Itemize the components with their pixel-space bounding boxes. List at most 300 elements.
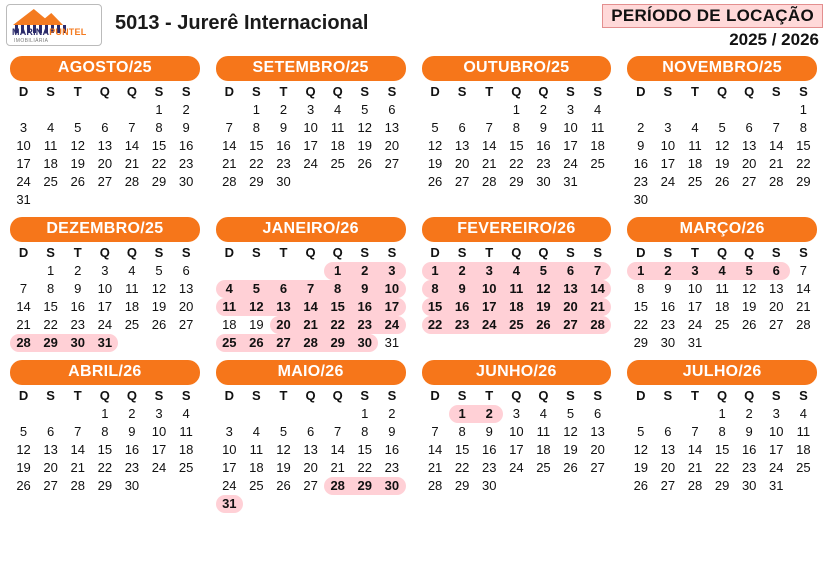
weekday-header: S (387, 245, 397, 260)
weekday-header: S (566, 388, 575, 403)
day-cell-highlighted: 1 (422, 262, 449, 280)
day-cell: 30 (124, 478, 140, 493)
weekday-header: T (485, 388, 494, 403)
month-title: SETEMBRO/25 (216, 56, 406, 81)
day-cell: 6 (182, 263, 190, 278)
day-cell: 15 (43, 299, 58, 314)
rental-period-label: PERÍODO DE LOCAÇÃO (602, 4, 823, 28)
day-cell-highlighted: 28 (10, 334, 37, 352)
day-cell-highlighted: 6 (763, 262, 790, 280)
day-cell: 12 (151, 281, 167, 296)
empty-day-cell (654, 101, 681, 119)
week-row (10, 441, 200, 459)
empty-day-cell (790, 334, 817, 352)
day-cell-highlighted: 1 (324, 262, 351, 280)
weekday-header: S (771, 388, 781, 403)
month-calendar (627, 245, 817, 352)
empty-day-cell (270, 262, 297, 280)
day-cell-highlighted: 6 (270, 280, 297, 298)
day-cell-highlighted: 15 (324, 298, 351, 316)
month-calendar (422, 84, 612, 191)
day-cell: 20 (303, 460, 318, 475)
day-cell: 4 (182, 406, 190, 421)
day-cell: 11 (330, 120, 345, 135)
day-cell-highlighted: 30 (64, 334, 91, 352)
day-cell: 1 (155, 102, 163, 117)
empty-day-cell (118, 191, 145, 209)
day-cell-highlighted: 2 (654, 262, 681, 280)
weekday-header: T (73, 84, 82, 99)
day-cell: 10 (509, 424, 524, 439)
day-cell: 13 (590, 424, 605, 439)
day-cell: 3 (772, 406, 780, 421)
empty-day-cell (449, 101, 476, 119)
week-row (216, 262, 406, 280)
day-cell: 25 (536, 460, 551, 475)
month-calendar (10, 245, 200, 352)
weekday-header: T (73, 245, 82, 260)
weekday-header: Q (744, 388, 755, 403)
day-cell: 3 (306, 102, 315, 117)
weekday-header: S (799, 245, 808, 260)
weekday-header: Q (511, 84, 522, 99)
day-cell: 17 (769, 442, 784, 457)
week-row (10, 298, 200, 316)
day-cell: 11 (179, 424, 193, 439)
weekday-header: S (252, 245, 261, 260)
week-row (216, 173, 406, 191)
day-cell: 9 (637, 138, 645, 153)
empty-day-cell (297, 495, 324, 513)
day-cell: 8 (155, 120, 163, 135)
day-cell: 6 (306, 424, 315, 439)
day-cell: 9 (664, 281, 672, 296)
day-cell-highlighted: 23 (351, 316, 378, 334)
day-cell: 18 (43, 156, 58, 171)
day-cell: 22 (714, 460, 730, 475)
weekday-header: D (18, 245, 29, 260)
day-cell: 23 (633, 174, 649, 189)
empty-day-cell (297, 173, 324, 191)
day-cell: 19 (714, 156, 730, 171)
empty-day-cell (297, 262, 324, 280)
day-cell: 28 (687, 478, 703, 493)
day-cell: 13 (660, 442, 676, 457)
month-calendar (216, 245, 406, 352)
weekday-header: D (636, 84, 646, 99)
week-row (627, 441, 817, 459)
day-cell: 9 (128, 424, 136, 439)
empty-day-cell (64, 191, 91, 209)
day-cell: 19 (357, 138, 372, 153)
empty-day-cell (736, 101, 763, 119)
week-row (216, 477, 406, 495)
day-cell: 6 (594, 406, 602, 421)
day-cell: 15 (454, 442, 470, 457)
day-cell: 4 (128, 263, 136, 278)
month-title: DEZEMBRO/25 (10, 217, 200, 242)
day-cell: 23 (178, 156, 194, 171)
day-cell: 17 (222, 460, 237, 475)
day-cell: 11 (536, 424, 551, 439)
day-cell-highlighted: 5 (243, 280, 270, 298)
day-cell-highlighted: 19 (530, 298, 557, 316)
day-cell: 21 (687, 460, 703, 475)
day-cell-highlighted: 31 (91, 334, 118, 352)
day-cell-highlighted: 16 (449, 298, 476, 316)
day-cell: 16 (384, 442, 400, 457)
day-cell-highlighted: 15 (422, 298, 449, 316)
week-row (627, 298, 817, 316)
month-calendar (422, 388, 612, 495)
day-cell-highlighted: 9 (351, 280, 378, 298)
weekday-header: S (593, 245, 602, 260)
day-cell: 27 (384, 156, 400, 171)
day-cell: 18 (178, 442, 194, 457)
day-cell: 2 (539, 102, 548, 117)
day-cell: 18 (590, 138, 605, 153)
weekday-header: Q (126, 388, 137, 403)
day-cell: 16 (124, 442, 140, 457)
empty-day-cell (145, 477, 172, 495)
day-cell: 13 (97, 138, 113, 153)
day-cell: 12 (16, 442, 31, 457)
day-cell: 16 (276, 138, 291, 153)
day-cell: 7 (799, 263, 808, 278)
day-cell: 16 (178, 138, 194, 153)
day-cell: 21 (769, 156, 784, 171)
day-cell: 26 (357, 156, 372, 171)
weekday-header: S (154, 245, 164, 260)
day-cell: 22 (454, 460, 470, 475)
day-cell: 26 (70, 174, 85, 189)
day-cell: 17 (687, 299, 703, 314)
weekday-header: D (430, 84, 440, 99)
empty-day-cell (91, 101, 118, 119)
day-cell: 23 (276, 156, 291, 171)
weekday-header: D (224, 245, 234, 260)
weekday-header: Q (538, 388, 549, 403)
day-cell: 20 (178, 299, 194, 314)
week-row (216, 459, 406, 477)
empty-day-cell (91, 191, 118, 209)
day-cell: 31 (563, 174, 578, 189)
day-cell: 20 (741, 156, 757, 171)
week-row (216, 334, 406, 352)
day-cell: 22 (796, 156, 811, 171)
day-cell: 30 (633, 192, 649, 207)
month-calendar (627, 388, 817, 495)
week-row (216, 298, 406, 316)
day-cell: 26 (633, 478, 649, 493)
weekday-header: D (224, 388, 234, 403)
day-cell: 10 (97, 281, 113, 296)
weekday-header: T (691, 84, 699, 99)
weekday-header: S (566, 84, 575, 99)
day-cell: 13 (303, 442, 318, 457)
day-cell: 4 (47, 120, 55, 135)
day-cell: 4 (799, 406, 808, 421)
day-cell: 20 (384, 138, 400, 153)
month-calendar (216, 388, 406, 513)
empty-day-cell (324, 405, 351, 423)
day-cell: 29 (249, 174, 264, 189)
day-cell: 5 (637, 424, 645, 439)
day-cell: 24 (660, 174, 676, 189)
week-row (422, 316, 612, 334)
logo-subtitle: IMOBILIÁRIA (14, 38, 49, 44)
weekday-header: D (430, 245, 440, 260)
day-cell-highlighted: 3 (476, 262, 503, 280)
week-row (422, 441, 612, 459)
day-cell: 24 (509, 460, 524, 475)
day-cell-highlighted: 27 (557, 316, 584, 334)
day-cell: 20 (660, 460, 676, 475)
month-title: NOVEMBRO/25 (627, 56, 817, 81)
weekday-header: S (181, 388, 191, 403)
day-cell-highlighted: 4 (709, 262, 736, 280)
empty-day-cell (681, 405, 708, 423)
day-cell: 9 (539, 120, 548, 135)
day-cell: 1 (718, 406, 726, 421)
empty-day-cell (173, 334, 200, 352)
day-cell: 30 (660, 335, 676, 350)
empty-day-cell (627, 405, 654, 423)
day-cell: 14 (482, 138, 497, 153)
week-row (627, 155, 817, 173)
day-cell: 5 (74, 120, 82, 135)
day-cell: 8 (252, 120, 260, 135)
day-cell: 4 (594, 102, 602, 117)
month-block (210, 217, 412, 352)
day-cell: 16 (741, 442, 757, 457)
day-cell-highlighted: 29 (37, 334, 64, 352)
month-title: JULHO/26 (627, 360, 817, 385)
week-row (422, 459, 612, 477)
day-cell: 17 (16, 156, 31, 171)
week-row (216, 155, 406, 173)
weekday-header-row (627, 388, 817, 405)
month-block (416, 360, 618, 513)
day-cell: 31 (384, 335, 400, 350)
day-cell-highlighted: 16 (351, 298, 378, 316)
empty-day-cell (270, 495, 297, 513)
day-cell: 9 (485, 424, 493, 439)
day-cell: 10 (687, 281, 703, 296)
day-cell: 16 (482, 442, 497, 457)
day-cell-highlighted: 6 (557, 262, 584, 280)
weekday-header-row (216, 84, 406, 101)
day-cell: 7 (74, 424, 82, 439)
weekday-header: S (46, 388, 55, 403)
weekday-header: T (691, 245, 699, 260)
day-cell: 23 (536, 156, 551, 171)
day-cell: 13 (384, 120, 400, 135)
day-cell-highlighted: 10 (476, 280, 503, 298)
day-cell-highlighted: 22 (324, 316, 351, 334)
day-cell: 24 (97, 317, 113, 332)
day-cell: 5 (19, 424, 28, 439)
empty-day-cell (378, 495, 405, 513)
day-cell: 31 (16, 192, 31, 207)
day-cell: 15 (151, 138, 167, 153)
day-cell: 22 (97, 460, 113, 475)
day-cell: 17 (509, 442, 524, 457)
day-cell: 10 (563, 120, 578, 135)
weekday-header-row (422, 388, 612, 405)
day-cell: 20 (43, 460, 58, 475)
month-block (621, 360, 823, 513)
week-row (627, 459, 817, 477)
day-cell: 22 (509, 156, 524, 171)
day-cell: 22 (633, 317, 649, 332)
day-cell-highlighted: 12 (243, 298, 270, 316)
day-cell: 7 (485, 120, 493, 135)
day-cell: 27 (303, 478, 318, 493)
day-cell-highlighted: 13 (557, 280, 584, 298)
day-cell-highlighted: 24 (476, 316, 503, 334)
day-cell: 18 (796, 442, 811, 457)
month-title: MARÇO/26 (627, 217, 817, 242)
weekday-header: D (18, 84, 29, 99)
day-cell-highlighted: 28 (584, 316, 611, 334)
empty-day-cell (173, 191, 200, 209)
week-row (216, 137, 406, 155)
day-cell: 29 (151, 174, 167, 189)
week-row (422, 298, 612, 316)
day-cell-highlighted: 18 (503, 298, 530, 316)
day-cell: 1 (252, 102, 260, 117)
day-cell: 23 (384, 460, 400, 475)
empty-day-cell (324, 173, 351, 191)
day-cell: 20 (97, 156, 113, 171)
month-block (416, 217, 618, 352)
day-cell: 11 (590, 120, 605, 135)
day-cell-highlighted: 24 (378, 316, 405, 334)
weekday-header: S (154, 84, 164, 99)
day-cell-highlighted: 20 (270, 316, 297, 334)
day-cell: 2 (388, 406, 396, 421)
week-row (10, 334, 200, 352)
empty-day-cell (584, 173, 611, 191)
empty-day-cell (736, 334, 763, 352)
day-cell: 14 (222, 138, 237, 153)
day-cell: 1 (512, 102, 520, 117)
day-cell-highlighted: 3 (681, 262, 708, 280)
day-cell: 7 (19, 281, 28, 296)
day-cell: 28 (70, 478, 85, 493)
weekday-header-row (10, 84, 200, 101)
empty-day-cell (37, 191, 64, 209)
day-cell: 15 (97, 442, 113, 457)
day-cell: 11 (715, 281, 729, 296)
day-cell: 19 (741, 299, 757, 314)
day-cell: 4 (539, 406, 548, 421)
weekday-header: S (181, 84, 191, 99)
day-cell: 8 (637, 281, 645, 296)
weekday-header: Q (126, 245, 137, 260)
week-row (10, 459, 200, 477)
day-cell: 28 (482, 174, 497, 189)
day-cell-highlighted: 5 (736, 262, 763, 280)
day-cell: 14 (769, 138, 784, 153)
day-cell: 6 (745, 120, 753, 135)
day-cell: 27 (43, 478, 58, 493)
day-cell-highlighted: 7 (297, 280, 324, 298)
weekday-header: Q (717, 388, 728, 403)
week-row (627, 262, 817, 280)
day-cell: 29 (633, 335, 649, 350)
day-cell-highlighted: 1 (449, 405, 476, 423)
empty-day-cell (627, 101, 654, 119)
weekday-header: Q (99, 84, 110, 99)
day-cell-highlighted: 30 (351, 334, 378, 352)
week-row (10, 280, 200, 298)
weekday-header: S (457, 84, 467, 99)
empty-day-cell (216, 405, 243, 423)
weekday-header: T (279, 245, 288, 260)
day-cell: 19 (151, 299, 167, 314)
month-block (416, 56, 618, 209)
day-cell: 5 (155, 263, 163, 278)
day-cell: 25 (590, 156, 605, 171)
month-block (621, 217, 823, 352)
weekday-header: T (485, 245, 494, 260)
day-cell: 9 (182, 120, 190, 135)
week-row (422, 173, 612, 191)
empty-day-cell (790, 191, 817, 209)
weekday-header: D (430, 388, 440, 403)
day-cell: 19 (70, 156, 85, 171)
day-cell: 15 (633, 299, 649, 314)
day-cell: 27 (741, 174, 757, 189)
day-cell-highlighted: 8 (422, 280, 449, 298)
day-cell: 16 (70, 299, 85, 314)
day-cell: 2 (279, 102, 288, 117)
weekday-header: S (46, 84, 55, 99)
month-calendar (10, 84, 200, 209)
month-calendar (422, 245, 612, 334)
day-cell-highlighted: 25 (216, 334, 243, 352)
day-cell: 17 (151, 442, 167, 457)
day-cell: 1 (361, 406, 369, 421)
weekday-header: S (593, 388, 602, 403)
empty-day-cell (351, 495, 378, 513)
day-cell: 26 (563, 460, 578, 475)
month-calendar (10, 388, 200, 495)
day-cell: 11 (43, 138, 58, 153)
day-cell: 17 (563, 138, 578, 153)
week-row (216, 101, 406, 119)
weekday-header: Q (717, 84, 728, 99)
day-cell: 2 (74, 263, 82, 278)
week-row (627, 405, 817, 423)
day-cell: 17 (660, 156, 676, 171)
weekday-header: D (636, 245, 646, 260)
week-row (10, 173, 200, 191)
weekday-header: T (279, 388, 288, 403)
day-cell: 7 (691, 424, 699, 439)
day-cell: 3 (512, 406, 520, 421)
day-cell: 21 (124, 156, 140, 171)
day-cell-highlighted: 14 (584, 280, 611, 298)
day-cell: 23 (482, 460, 497, 475)
day-cell: 28 (796, 317, 811, 332)
weekday-header: S (457, 245, 467, 260)
day-cell: 23 (70, 317, 85, 332)
weekday-header: T (691, 388, 699, 403)
day-cell: 18 (714, 299, 730, 314)
